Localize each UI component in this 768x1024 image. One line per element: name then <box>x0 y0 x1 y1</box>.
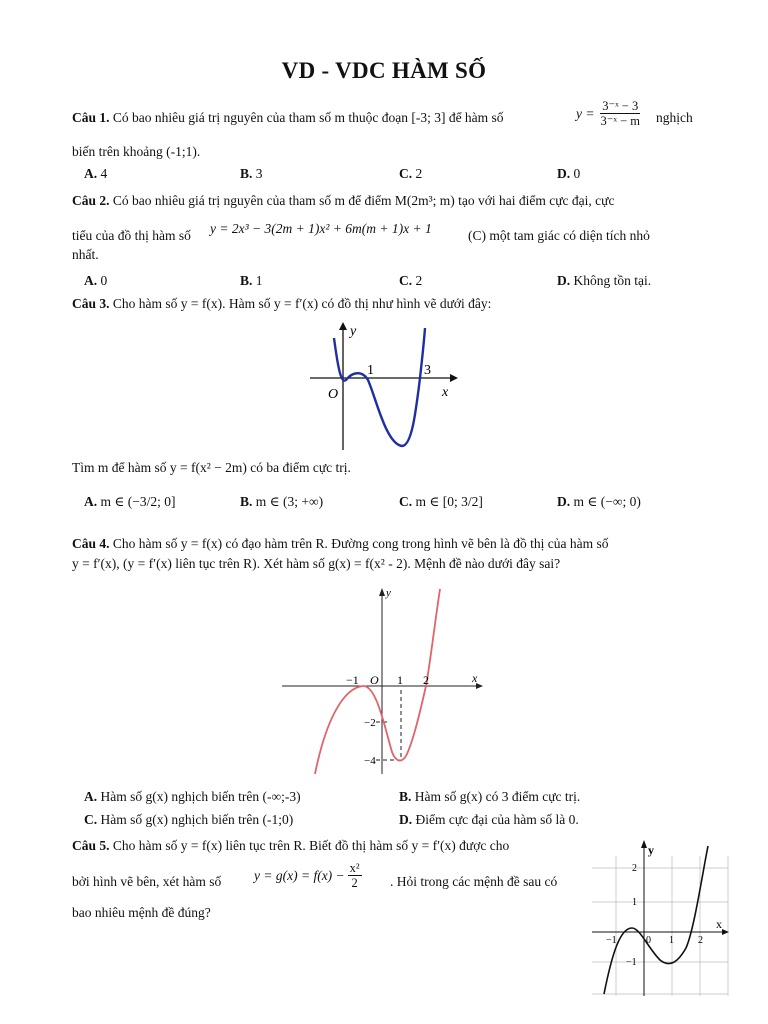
q5-tick-y-1: 1 <box>632 897 637 908</box>
q1-label: Câu 1. <box>72 110 110 125</box>
q3-y-label: y <box>350 324 357 339</box>
q1-option-d: D. 0 <box>557 166 581 181</box>
q4-option-b: B. Hàm số g(x) có 3 điểm cực trị. <box>399 789 581 804</box>
q1-formula-y: y = <box>576 105 595 121</box>
q2-option-b: B. 1 <box>240 273 263 288</box>
q3-graph <box>310 320 460 455</box>
q3-y-arrow <box>339 322 347 330</box>
q2-text-line3: nhất. <box>72 247 99 262</box>
q3-prompt: Tìm m để hàm số y = f(x² − 2m) có ba điểm cực trị. <box>72 460 351 475</box>
q3-line1 <box>72 296 491 312</box>
page-title: VD - VDC HÀM SỐ <box>281 58 487 83</box>
q5-label: Câu 5. <box>72 838 110 853</box>
q4-label: Câu 4. <box>72 536 110 551</box>
q2-label: Câu 2. <box>72 193 110 208</box>
q1-text-c: biến trên khoảng (-1;1). <box>72 144 201 159</box>
q1-text-b: nghịch <box>656 110 693 125</box>
q2-text-line2b: (C) một tam giác có diện tích nhỏ <box>468 228 650 243</box>
q5-text-line3: bao nhiêu mệnh đề đúng? <box>72 905 211 920</box>
q4-tick-y-m2: −2 <box>364 717 376 729</box>
q4-option-a: A. Hàm số g(x) nghịch biến trên (-∞;-3) <box>84 789 301 804</box>
q2-text-line1: Có bao nhiêu giá trị nguyên của tham số m để điểm M(2m³; m) tạo với hai điểm cực đại, cực <box>112 193 615 208</box>
q4-y-label: y <box>386 587 391 599</box>
q4-text-line2: y = f′(x), (y = f′(x) liên tục trên R). Xét hàm số g(x) = f(x² - 2). Mệnh đề nào dưới đây sai? <box>72 556 561 571</box>
q5-line1 <box>72 838 509 854</box>
q2-option-d: D. Không tồn tại. <box>557 273 652 288</box>
q4-graph <box>280 584 490 779</box>
q4-x-label: x <box>472 671 478 685</box>
q1-formula <box>576 99 642 129</box>
q3-tick-1: 1 <box>367 363 374 378</box>
q1-option-b: B. 3 <box>240 166 263 181</box>
q5-grid <box>592 856 728 996</box>
q5-tick-x-1: 1 <box>669 935 674 946</box>
q5-tick-x-0: 0 <box>646 935 651 946</box>
q3-tick-3: 3 <box>424 363 431 378</box>
q5-tick-x-2: 2 <box>698 935 703 946</box>
q5-formula <box>254 861 362 891</box>
q5-text-line2b: . Hỏi trong các mệnh đề sau có <box>390 874 558 889</box>
q4-origin-label: O <box>370 673 379 687</box>
q2-formula: y = 2x³ − 3(2m + 1)x² + 6m(m + 1)x + 1 <box>210 221 432 236</box>
q3-option-b: B. m ∈ (3; +∞) <box>240 494 324 509</box>
q2-line1 <box>72 193 614 209</box>
q5-text-line1: Cho hàm số y = f(x) liên tục trên R. Biết đồ thị hàm số y = f′(x) được cho <box>112 838 510 853</box>
q3-text: Cho hàm số y = f(x). Hàm số y = f′(x) có đồ thị như hình vẽ dưới đây: <box>112 296 492 311</box>
q5-graph <box>582 836 732 996</box>
q3-option-a: A. m ∈ (−3/2; 0] <box>84 494 176 509</box>
q3-option-c: C. m ∈ [0; 3/2] <box>399 494 483 509</box>
q1-option-a: A. 4 <box>84 166 108 181</box>
q1-text-a: Có bao nhiêu giá trị nguyên của tham số m thuộc đoạn [-3; 3] để hàm số <box>112 110 504 125</box>
q4-option-c: C. Hàm số g(x) nghịch biến trên (-1;0) <box>84 812 294 827</box>
q4-tick-x-2: 2 <box>423 673 429 687</box>
q3-x-label: x <box>442 385 449 400</box>
q4-y-arrow <box>379 588 385 596</box>
q4-tick-y-m4: −4 <box>364 755 376 767</box>
q5-y-label: y <box>648 843 654 857</box>
q5-y-arrow <box>641 840 647 848</box>
q2-text-line2a: tiểu của đồ thị hàm số <box>72 228 191 243</box>
q2-option-a: A. 0 <box>84 273 108 288</box>
q5-frac-den: 2 <box>351 876 358 891</box>
q4-tick-x-1: 1 <box>397 673 403 687</box>
q1-denominator: 3⁻ˣ − m <box>600 114 640 129</box>
q3-x-arrow <box>450 374 458 382</box>
q4-text-line1: Cho hàm số y = f(x) có đạo hàm trên R. Đường cong trong hình vẽ bên là đồ thị của hàm số <box>112 536 609 551</box>
q5-formula-a: y = g(x) = f(x) − <box>254 867 345 883</box>
q4-option-d: D. Điểm cực đại của hàm số là 0. <box>399 812 579 827</box>
q5-tick-x-m1: −1 <box>606 935 617 946</box>
q1-numerator: 3⁻ˣ − 3 <box>602 99 639 113</box>
q1-option-c: C. 2 <box>399 166 423 181</box>
q5-text-line2a: bởi hình vẽ bên, xét hàm số <box>72 874 222 889</box>
q5-x-label: x <box>716 917 722 931</box>
q4-tick-x-m1: −1 <box>346 673 359 687</box>
q3-option-d: D. m ∈ (−∞; 0) <box>557 494 641 509</box>
q5-tick-y-m1: −1 <box>626 957 637 968</box>
q3-origin-label: O <box>328 387 339 402</box>
q5-tick-y-2: 2 <box>632 863 637 874</box>
q2-option-c: C. 2 <box>399 273 423 288</box>
q5-frac-num: x² <box>349 861 360 875</box>
q3-derivative-curve <box>334 328 425 446</box>
q3-label: Câu 3. <box>72 296 110 311</box>
q1-line1 <box>72 110 504 126</box>
q4-line1 <box>72 536 609 552</box>
